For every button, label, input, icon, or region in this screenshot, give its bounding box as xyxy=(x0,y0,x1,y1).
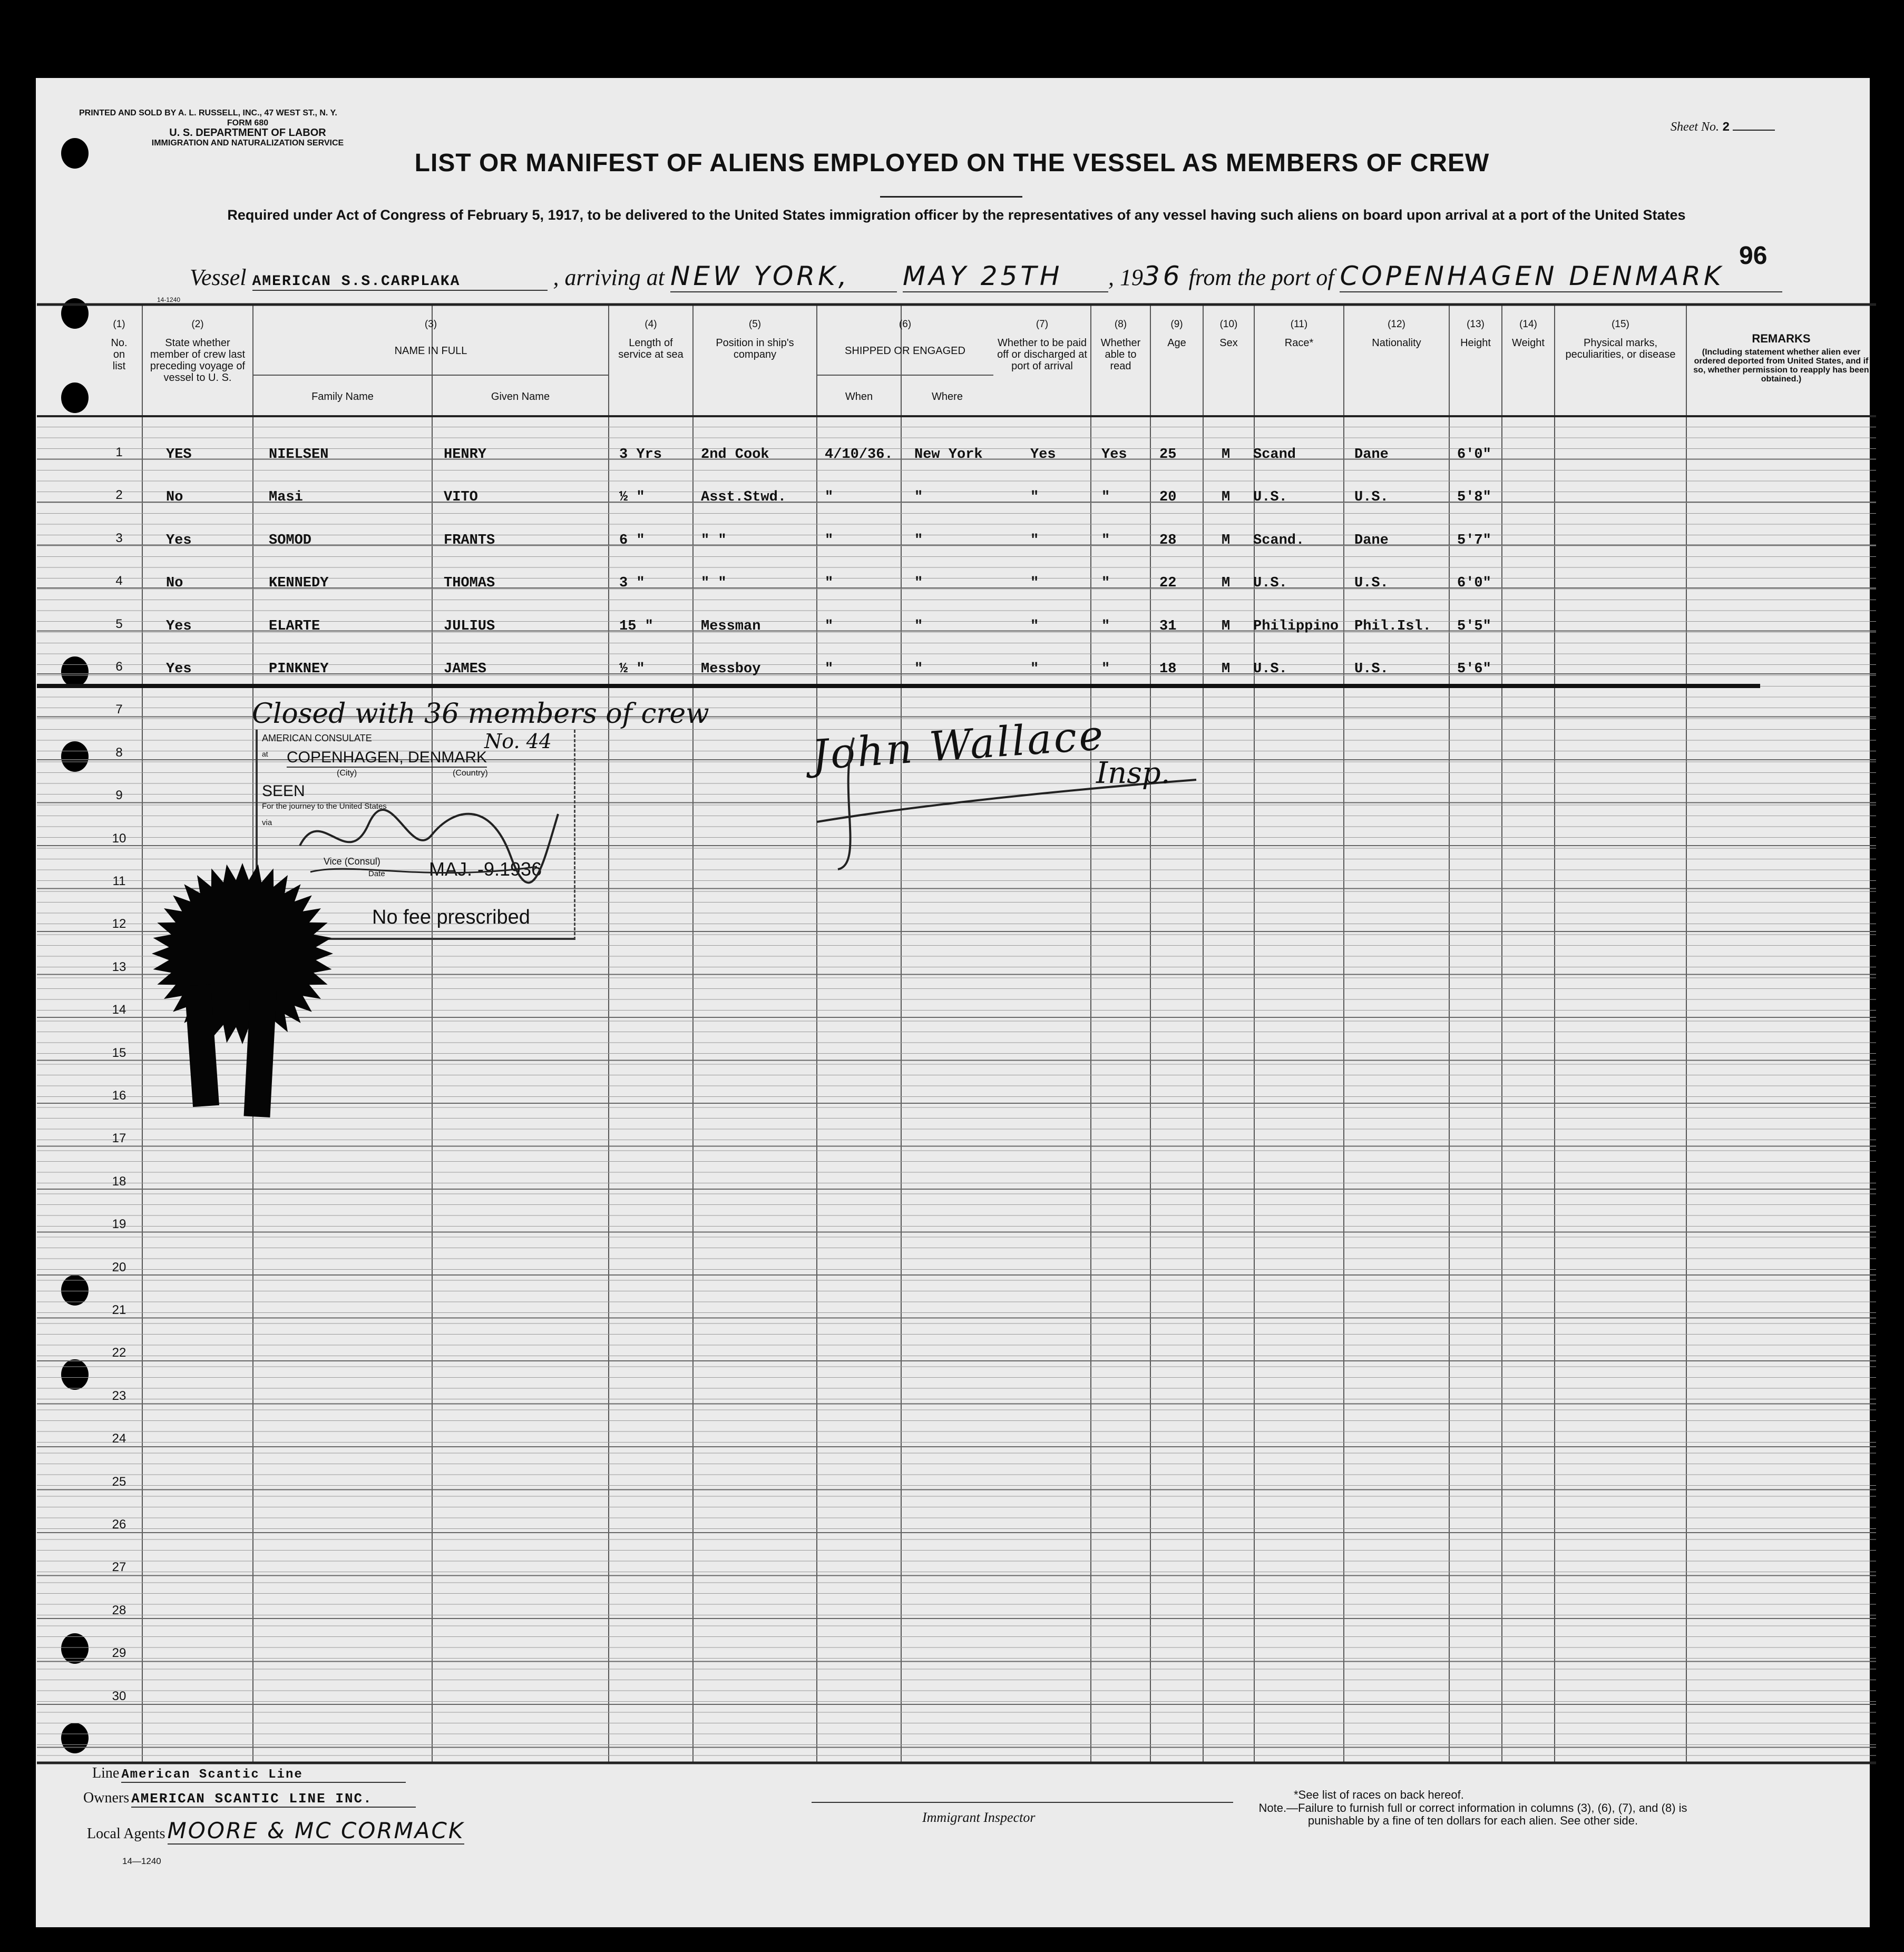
column-number: (15) xyxy=(1612,319,1629,330)
column-number: (1) xyxy=(113,319,125,330)
cell-paid-off: " xyxy=(1030,575,1039,592)
column-label: Weight xyxy=(1512,337,1545,349)
cell-prev: Yes xyxy=(166,618,192,634)
column-number: (6) xyxy=(899,319,912,330)
cell-sex: M xyxy=(1222,489,1231,506)
column-number: (4) xyxy=(645,319,657,330)
cell-age: 25 xyxy=(1159,447,1177,463)
cell-nationality: Dane xyxy=(1354,532,1389,548)
cell-read: " xyxy=(1101,575,1110,592)
stamp-consulate: AMERICAN CONSULATE xyxy=(262,733,372,743)
row-number: 17 xyxy=(112,1131,126,1146)
cell-when: " xyxy=(825,489,834,506)
cell-read: " xyxy=(1101,532,1110,548)
column-label: Physical marks, peculiarities, or disease xyxy=(1565,337,1676,360)
sheet-label: Sheet No. xyxy=(1671,120,1719,134)
row-number: 8 xyxy=(115,745,123,760)
cell-given: VITO xyxy=(444,489,478,506)
row-number: 14 xyxy=(112,1003,126,1017)
cell-position: 2nd Cook xyxy=(701,447,769,463)
from-label: from the port of xyxy=(1188,264,1334,290)
cell-where: " xyxy=(914,532,923,548)
row-number: 11 xyxy=(112,874,126,888)
inspector-signature: John Wallace xyxy=(810,711,1107,780)
cell-race: U.S. xyxy=(1253,575,1287,592)
cell-paid-off: " xyxy=(1030,661,1039,677)
stamp-city-label: (City) xyxy=(337,769,357,778)
year-prefix: , 19 xyxy=(1108,264,1143,290)
remarks-note: (Including statement whether alien ever ordered deported from United States, and if so, whether permission to reapply has been obtained.) xyxy=(1693,348,1869,384)
cell-height: 5'5" xyxy=(1457,618,1491,634)
cell-position: Messboy xyxy=(701,661,761,677)
owners-label: Owners xyxy=(83,1790,130,1806)
column-label: Sex xyxy=(1219,337,1238,349)
cell-when: " xyxy=(825,532,834,548)
cell-age: 28 xyxy=(1159,532,1177,548)
cell-prev: Yes xyxy=(166,532,192,548)
wax-seal-icon xyxy=(137,827,348,1122)
cell-paid-off: Yes xyxy=(1030,447,1056,463)
inspector-title: Insp. xyxy=(1096,756,1170,790)
row-number: 18 xyxy=(112,1174,126,1189)
sheet-value: 2 xyxy=(1722,121,1730,135)
row-number: 12 xyxy=(112,917,126,931)
cell-family: SOMOD xyxy=(269,532,312,548)
column-number: (11) xyxy=(1290,319,1308,330)
cell-read: " xyxy=(1101,661,1110,677)
column-label: Whether able to read xyxy=(1100,337,1141,372)
cell-nationality: Phil.Isl. xyxy=(1354,618,1431,634)
penalty-note: Note.—Failure to furnish full or correct information in columns (3), (6), (7), and (8) is punishable by a fine of ten dollars for each alien. See other side. xyxy=(1258,1801,1687,1827)
column-label: Whether to be paid off or discharged at port of arrival xyxy=(997,337,1087,372)
cell-given: HENRY xyxy=(444,447,487,463)
arrival-year: 36 xyxy=(1143,261,1183,291)
stamp-consul-label: Vice (Consul) xyxy=(324,856,380,867)
cell-height: 6'0" xyxy=(1457,447,1491,463)
column-label: State whether member of crew last preceding voyage of vessel to U. S. xyxy=(150,337,246,384)
cell-where: " xyxy=(914,489,923,506)
cell-sex: M xyxy=(1222,618,1231,634)
cell-where: " xyxy=(914,661,923,677)
stamp-city: COPENHAGEN, DENMARK xyxy=(287,749,487,768)
cell-service: ½ " xyxy=(619,661,645,677)
footer-owners xyxy=(83,1790,610,1808)
cell-where: " xyxy=(914,575,923,592)
cell-given: THOMAS xyxy=(444,575,495,592)
inspector-line xyxy=(812,1802,1233,1803)
row-number: 23 xyxy=(112,1388,126,1403)
form-code-small: 14-1240 xyxy=(157,296,181,303)
column-label: REMARKS xyxy=(1752,332,1811,345)
form-number: FORM 680 xyxy=(227,119,269,127)
row-number: 20 xyxy=(112,1260,126,1274)
cell-sex: M xyxy=(1222,532,1231,548)
column-number: (8) xyxy=(1114,319,1127,330)
cell-prev: Yes xyxy=(166,661,192,677)
column-label: No. on list xyxy=(111,337,128,372)
footer-form-code: 14—1240 xyxy=(122,1856,161,1866)
arrival-date: MAY 25TH xyxy=(903,261,1108,292)
cell-read: Yes xyxy=(1101,447,1127,463)
cell-age: 18 xyxy=(1159,661,1177,677)
departure-port: COPENHAGEN DENMARK xyxy=(1340,261,1782,292)
column-number: (14) xyxy=(1519,319,1537,330)
immigrant-inspector-label: Immigrant Inspector xyxy=(922,1810,1036,1825)
row-number: 21 xyxy=(112,1303,126,1317)
stamp-via: via xyxy=(262,818,272,827)
cell-when: " xyxy=(825,618,834,634)
cell-family: KENNEDY xyxy=(269,575,329,592)
row-number: 9 xyxy=(115,788,123,803)
department: U. S. DEPARTMENT OF LABOR xyxy=(169,127,326,139)
stamp-date-label: Date xyxy=(368,869,385,878)
cell-height: 5'7" xyxy=(1457,532,1491,548)
cell-nationality: Dane xyxy=(1354,447,1389,463)
cell-age: 20 xyxy=(1159,489,1177,506)
cell-service: 6 " xyxy=(619,532,645,548)
column-label: NAME IN FULL xyxy=(394,345,467,357)
cell-race: Scand. xyxy=(1253,532,1305,548)
cell-height: 5'6" xyxy=(1457,661,1491,677)
row-number: 4 xyxy=(115,574,123,588)
footer-agents xyxy=(87,1818,614,1845)
column-sublabel: When xyxy=(845,391,873,403)
cell-when: " xyxy=(825,661,834,677)
footer-line xyxy=(92,1765,619,1783)
column-sublabel: Given Name xyxy=(491,391,550,403)
stamp-fee: No fee prescribed xyxy=(372,906,530,928)
cell-family: PINKNEY xyxy=(269,661,329,677)
cell-read: " xyxy=(1101,618,1110,634)
row-number: 30 xyxy=(112,1689,126,1703)
cell-read: " xyxy=(1101,489,1110,506)
column-label: Length of service at sea xyxy=(618,337,684,360)
cell-age: 22 xyxy=(1159,575,1177,592)
row-number: 10 xyxy=(112,831,126,846)
row-number: 25 xyxy=(112,1474,126,1489)
vessel-label: Vessel xyxy=(190,264,247,290)
cell-service: 3 Yrs xyxy=(619,447,662,463)
row-number: 5 xyxy=(115,616,123,631)
column-number: (7) xyxy=(1036,319,1049,330)
column-sublabel: Family Name xyxy=(311,391,374,403)
arriving-label: , arriving at xyxy=(553,264,665,290)
row-number: 7 xyxy=(115,702,123,717)
vessel-name: AMERICAN S.S.CARPLAKA xyxy=(252,273,548,291)
page-title: LIST OR MANIFEST OF ALIENS EMPLOYED ON THE VESSEL AS MEMBERS OF CREW xyxy=(414,149,1490,177)
cell-where: " xyxy=(914,618,923,634)
column-label: SHIPPED OR ENGAGED xyxy=(845,345,965,357)
row-number: 24 xyxy=(112,1431,126,1446)
column-label: Position in ship's company xyxy=(716,337,794,360)
cell-where: New York xyxy=(914,447,983,463)
cell-family: Masi xyxy=(269,489,303,506)
cell-family: ELARTE xyxy=(269,618,320,634)
cell-position: " " xyxy=(701,532,727,548)
cell-family: NIELSEN xyxy=(269,447,329,463)
cell-position: " " xyxy=(701,575,727,592)
cell-given: JULIUS xyxy=(444,618,495,634)
cell-sex: M xyxy=(1222,661,1231,677)
cell-sex: M xyxy=(1222,447,1231,463)
cell-given: JAMES xyxy=(444,661,487,677)
agents-value: MOORE & MC CORMACK xyxy=(167,1818,465,1843)
row-number: 6 xyxy=(115,660,123,674)
stamp-country-label: (Country) xyxy=(453,769,488,778)
row-number: 3 xyxy=(115,531,123,545)
column-number: (10) xyxy=(1219,319,1238,330)
stamp-no: No. 44 xyxy=(484,730,552,753)
column-number: (12) xyxy=(1388,319,1405,330)
cell-service: 3 " xyxy=(619,575,645,592)
arrival-port: NEW YORK, xyxy=(670,261,897,292)
cell-race: Scand xyxy=(1253,447,1296,463)
cell-age: 31 xyxy=(1159,618,1177,634)
row-number: 28 xyxy=(112,1603,126,1617)
signature-flourish xyxy=(806,727,1207,875)
owners-value: AMERICAN SCANTIC LINE INC. xyxy=(131,1791,416,1808)
row-number: 22 xyxy=(112,1346,126,1360)
cell-prev: YES xyxy=(166,447,192,463)
cell-paid-off: " xyxy=(1030,489,1039,506)
printer-line: PRINTED AND SOLD BY A. L. RUSSELL, INC., 47 WEST ST., N. Y. xyxy=(79,109,337,117)
column-number: (9) xyxy=(1170,319,1183,330)
row-number: 15 xyxy=(112,1045,126,1060)
page-number: 96 xyxy=(1739,242,1768,270)
cell-paid-off: " xyxy=(1030,532,1039,548)
cell-when: " xyxy=(825,575,834,592)
row-number: 13 xyxy=(112,959,126,974)
row-number: 27 xyxy=(112,1560,126,1575)
column-number: (3) xyxy=(424,319,437,330)
line-value: American Scantic Line xyxy=(121,1768,406,1783)
row-number: 2 xyxy=(115,488,123,503)
closed-note: Closed with 36 members of crew xyxy=(252,698,709,730)
line-label: Line xyxy=(92,1765,120,1781)
cell-race: U.S. xyxy=(1253,661,1287,677)
row-number: 19 xyxy=(112,1217,126,1232)
row-number: 16 xyxy=(112,1088,126,1103)
stamp-at: at xyxy=(262,750,268,758)
column-number: (5) xyxy=(748,319,761,330)
cell-prev: No xyxy=(166,489,183,506)
column-number: (2) xyxy=(191,319,204,330)
cell-prev: No xyxy=(166,575,183,592)
cell-nationality: U.S. xyxy=(1354,489,1389,506)
row-number: 1 xyxy=(115,445,123,459)
cell-service: 15 " xyxy=(619,618,653,634)
stamp-seen: SEEN xyxy=(262,782,305,800)
cell-race: U.S. xyxy=(1253,489,1287,506)
agents-label: Local Agents xyxy=(87,1826,165,1842)
races-note: *See list of races on back hereof. xyxy=(1294,1788,1464,1801)
column-number: (13) xyxy=(1467,319,1485,330)
row-number: 26 xyxy=(112,1517,126,1532)
cell-when: 4/10/36. xyxy=(825,447,893,463)
cell-service: ½ " xyxy=(619,489,645,506)
page-subtitle: Required under Act of Congress of February 5, 1917, to be delivered to the United States immigration officer by the representatives of any vessel having such aliens on board upon arrival at a port of the United States xyxy=(227,207,1686,223)
cell-position: Messman xyxy=(701,618,761,634)
stamp-date: MAJ. -9.1936 xyxy=(429,858,542,880)
column-label: Height xyxy=(1460,337,1491,349)
column-label: Age xyxy=(1167,337,1186,349)
row-number: 29 xyxy=(112,1646,126,1661)
cell-given: FRANTS xyxy=(444,532,495,548)
cell-position: Asst.Stwd. xyxy=(701,489,787,506)
cell-paid-off: " xyxy=(1030,618,1039,634)
column-label: Nationality xyxy=(1372,337,1421,349)
column-sublabel: Where xyxy=(932,391,963,403)
cell-race: Philippino xyxy=(1253,618,1339,634)
cell-height: 6'0" xyxy=(1457,575,1491,592)
service: IMMIGRATION AND NATURALIZATION SERVICE xyxy=(151,139,344,148)
column-label: Race* xyxy=(1284,337,1314,349)
cell-nationality: U.S. xyxy=(1354,575,1389,592)
cell-height: 5'8" xyxy=(1457,489,1491,506)
cell-sex: M xyxy=(1222,575,1231,592)
stamp-journey: For the journey to the United States xyxy=(262,802,387,811)
cell-nationality: U.S. xyxy=(1354,661,1389,677)
